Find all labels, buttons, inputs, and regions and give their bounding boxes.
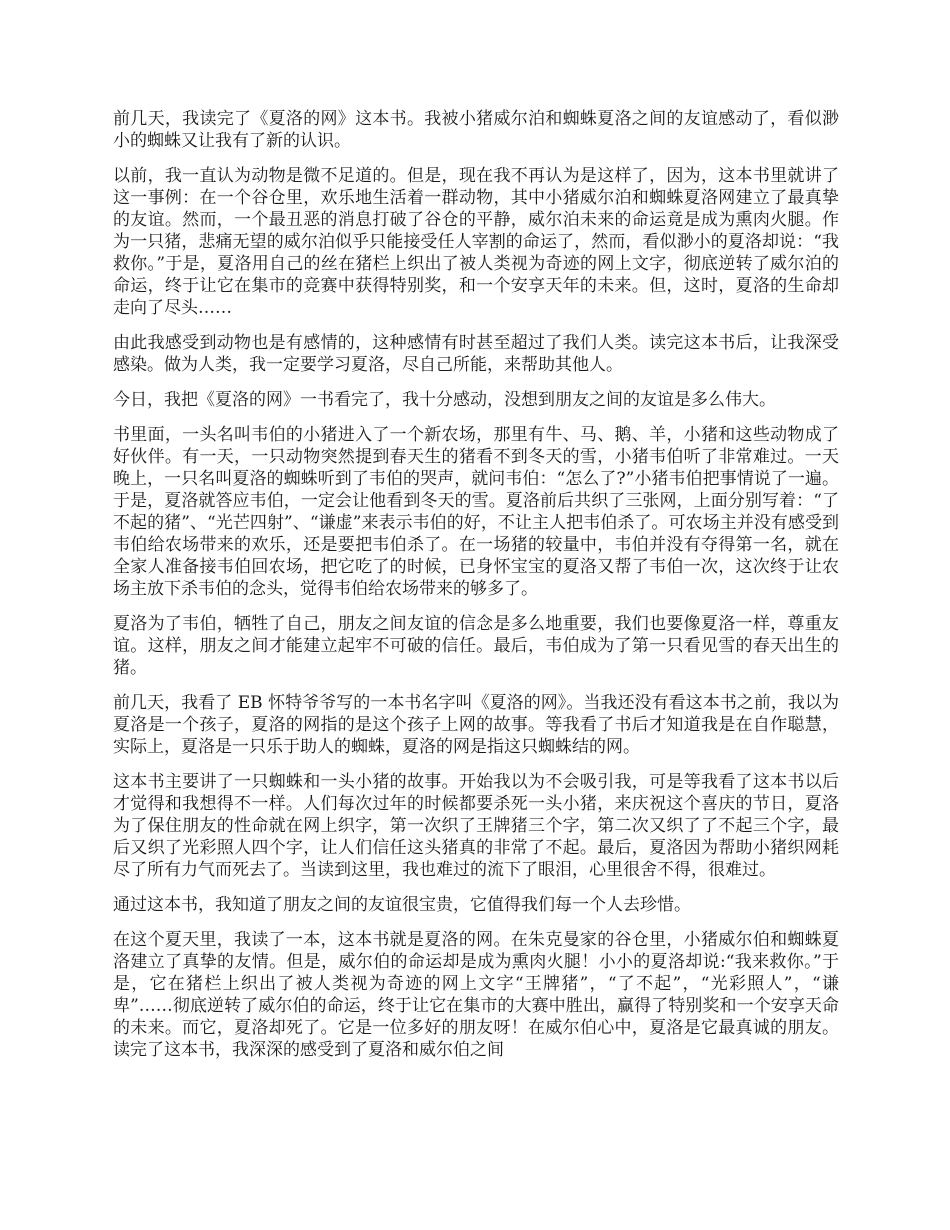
paragraph-10: 在这个夏天里，我读了一本，这本书就是夏洛的网。在朱克曼家的谷仓里，小猪威尔伯和蜘蛛夏洛建立了真挚的友情。但是，威尔伯的命运却是成为熏肉火腿！小小的夏洛却说:“我来救你。”于是，它在猪栏上织出了被人类视为奇迹的网上文字“王牌猪”，“了不起”，“光彩照人”，“谦卑”……彻底逆转了威尔伯的命运，终于让它在集市的大赛中胜出，赢得了特别奖和一个安享天命的未来。而它，夏洛却死了。它是一位多好的朋友呀！在威尔伯心中，夏洛是它最真诚的朋友。读完了这本书，我深深的感受到了夏洛和威尔伯之间 (113, 930, 839, 1060)
paragraph-6: 夏洛为了韦伯，牺牲了自己，朋友之间友谊的信念是多么地重要，我们也要像夏洛一样，尊重友谊。这样，朋友之间才能建立起牢不可破的信任。最后，韦伯成为了第一只看见雪的春天出生的猪。 (113, 614, 839, 678)
paragraph-9: 通过这本书，我知道了朋友之间的友谊很宝贵，它值得我们每一个人去珍惜。 (113, 895, 691, 915)
paragraph-8: 这本书主要讲了一只蜘蛛和一头小猪的故事。开始我以为不会吸引我，可是等我看了这本书以后才觉得和我想得不一样。人们每次过年的时候都要杀死一头小猪，来庆祝这个喜庆的节日，夏洛为了保住朋友的性命就在网上织字，第一次织了王牌猪三个字，第二次又织了了不起三个字，最后又织了光彩照人四个字，让人们信任这头猪真的非常了不起。最后，夏洛因为帮助小猪织网耗尽了所有力气而死去了。当读到这里，我也难过的流下了眼泪，心里很舍不得，很难过。 (113, 772, 839, 880)
paragraph-5: 书里面，一头名叫韦伯的小猪进入了一个新农场，那里有牛、马、鹅、羊，小猪和这些动物成了好伙伴。有一天，一只动物突然提到春天生的猪看不到冬天的雪，小猪韦伯听了非常难过。一天晚上，一只名叫夏洛的蜘蛛听到了韦伯的哭声，就问韦伯：“怎么了?”小猪韦伯把事情说了一遍。于是，夏洛就答应韦伯，一定会让他看到冬天的雪。夏洛前后共织了三张网，上面分别写着：“了不起的猪”、“光芒四射”、“谦虚”来表示韦伯的好，不让主人把韦伯杀了。可农场主并没有感受到韦伯给农场带来的欢乐，还是要把韦伯杀了。在一场猪的较量中，韦伯并没有夺得第一名，就在全家人准备接韦伯回农场，把它吃了的时候，已身怀宝宝的夏洛又帮了韦伯一次，这次终于让农场主放下杀韦伯的念头，觉得韦伯给农场带来的够多了。 (113, 425, 839, 599)
paragraph-3: 由此我感受到动物也是有感情的，这种感情有时甚至超过了我们人类。读完这本书后，让我深受感染。做为人类，我一定要学习夏洛，尽自己所能，来帮助其他人。 (113, 333, 839, 375)
paragraph-7: 前几天，我看了 EB 怀特爷爷写的一本书名字叫《夏洛的网》。当我还没有看这本书之前，我以为夏洛是一个孩子，夏洛的网指的是这个孩子上网的故事。等我看了书后才知道我是在自作聪慧，实际上，夏洛是一只乐于助人的蜘蛛，夏洛的网是指这只蜘蛛结的网。 (113, 693, 839, 757)
paragraph-2: 以前，我一直认为动物是微不足道的。但是，现在我不再认为是这样了，因为，这本书里就讲了这一事例：在一个谷仓里，欢乐地生活着一群动物，其中小猪威尔泊和蜘蛛夏洛网建立了最真挚的友谊。然而，一个最丑恶的消息打破了谷仓的平静，威尔泊未来的命运竟是成为熏肉火腿。作为一只猪，悲痛无望的威尔泊似乎只能接受任人宰割的命运了，然而，看似渺小的夏洛却说：“我救你。”于是，夏洛用自己的丝在猪栏上织出了被人类视为奇迹的网上文字，彻底逆转了威尔泊的命运，终于让它在集市的竞赛中获得特别奖，和一个安享天年的未来。但，这时，夏洛的生命却走向了尽头…… (113, 166, 839, 318)
paragraph-1: 前几天，我读完了《夏洛的网》这本书。我被小猪威尔泊和蜘蛛夏洛之间的友谊感动了，看似渺小的蜘蛛又让我有了新的认识。 (113, 109, 839, 151)
document-body (113, 108, 839, 1074)
paragraph-4: 今日，我把《夏洛的网》一书看完了，我十分感动，没想到朋友之间的友谊是多么伟大。 (113, 390, 776, 410)
